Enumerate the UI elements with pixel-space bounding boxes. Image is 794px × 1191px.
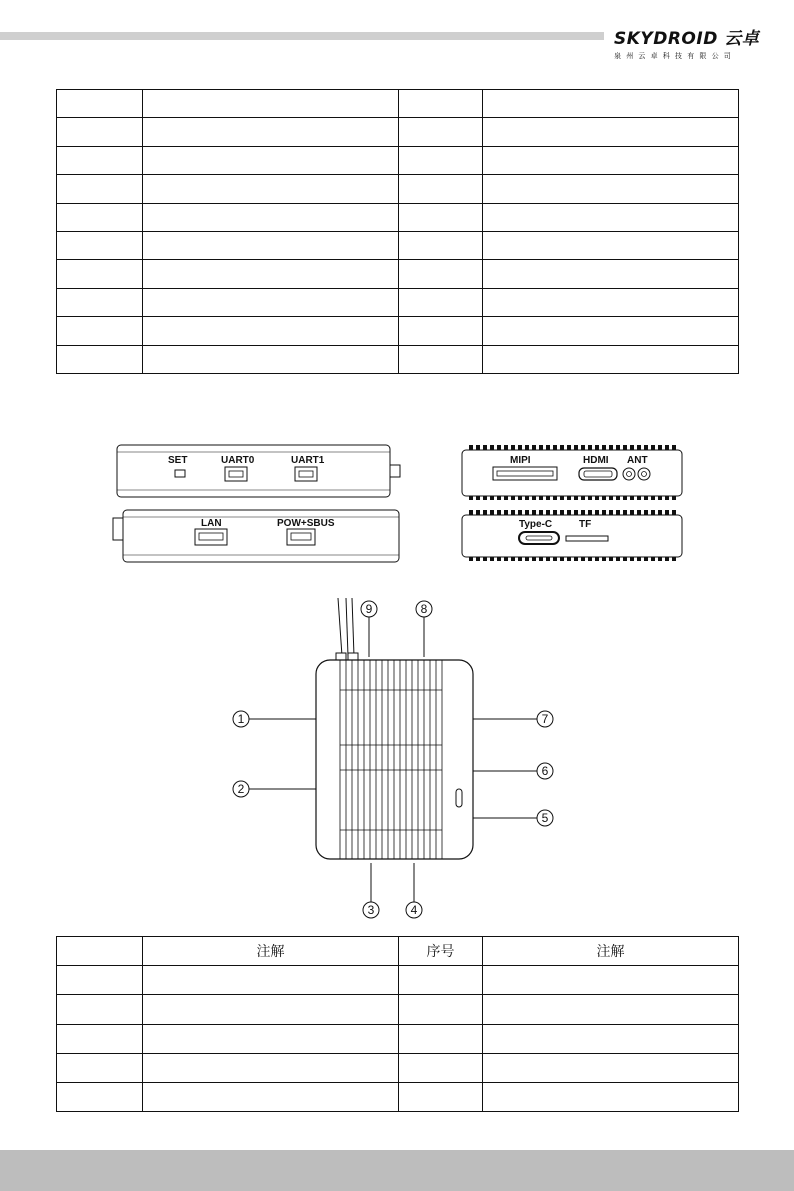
- device-side-view-lan: [113, 510, 399, 562]
- table-header-row: [57, 937, 739, 966]
- callout-number: 1: [237, 712, 245, 726]
- port-label-ant: ANT: [627, 455, 648, 466]
- device-top-view: [233, 598, 553, 918]
- uart0-connector-icon: [225, 467, 247, 481]
- port-label-lan: LAN: [201, 518, 222, 529]
- table-cell: [399, 1082, 483, 1111]
- port-label-tf: TF: [579, 519, 592, 530]
- lan-connector-icon: [195, 529, 227, 545]
- header-cell-annotation: 注解: [483, 937, 739, 966]
- table-cell: [57, 1082, 143, 1111]
- table-cell: [483, 1024, 739, 1053]
- port-label-uart0: UART0: [221, 455, 255, 466]
- callout-marker: [233, 781, 249, 797]
- callout-number: 8: [420, 602, 428, 616]
- tf-slot-icon: [566, 536, 608, 541]
- header-cell: [57, 937, 143, 966]
- callout-marker: [233, 711, 249, 727]
- port-label-typec: Type-C: [519, 519, 553, 530]
- device-side-view-mipi: [462, 445, 682, 500]
- callout-marker: [537, 763, 553, 779]
- table-row: [57, 1024, 739, 1053]
- callout-number: 3: [367, 903, 375, 917]
- callout-number: 2: [237, 782, 245, 796]
- table-row: [57, 995, 739, 1024]
- callout-marker: [361, 601, 377, 617]
- device-side-view-uart: [117, 445, 400, 497]
- port-label-uart1: UART1: [291, 455, 325, 466]
- table-cell: [57, 1024, 143, 1053]
- port-label-hdmi: HDMI: [583, 455, 609, 466]
- callout-marker: [537, 810, 553, 826]
- brand-company-name: 泉州云卓科技有限公司: [614, 52, 736, 60]
- callout-number: 4: [410, 903, 418, 917]
- table-row: [57, 1082, 739, 1111]
- table-cell: [143, 1082, 399, 1111]
- table-cell: [143, 995, 399, 1024]
- table-cell: [483, 995, 739, 1024]
- callout-number: 9: [365, 602, 373, 616]
- table-cell: [399, 995, 483, 1024]
- table-cell: [57, 1053, 143, 1082]
- typec-connector-icon: [519, 532, 559, 544]
- table-cell: [483, 1053, 739, 1082]
- table-cell: [483, 1082, 739, 1111]
- callout-marker: [363, 902, 379, 918]
- hdmi-connector-icon: [579, 468, 617, 480]
- table-cell: [57, 995, 143, 1024]
- table-row: [57, 1053, 739, 1082]
- table-row: [57, 966, 739, 995]
- callout-number: 5: [541, 811, 549, 825]
- set-button-icon: [175, 470, 185, 477]
- header-cell-annotation: 注解: [143, 937, 399, 966]
- table-cell: [399, 1024, 483, 1053]
- table-cell: [143, 1053, 399, 1082]
- table-cell: [57, 966, 143, 995]
- table-cell: [143, 1024, 399, 1053]
- header-cell-index: 序号: [399, 937, 483, 966]
- ant-connector-icon: [623, 468, 635, 480]
- table-cell: [483, 966, 739, 995]
- table-cell: [399, 1053, 483, 1082]
- table-cell: [399, 966, 483, 995]
- mipi-connector-icon: [493, 467, 557, 480]
- callout-marker: [406, 902, 422, 918]
- uart1-connector-icon: [295, 467, 317, 481]
- device-side-view-typec: [462, 510, 682, 561]
- callout-marker: [416, 601, 432, 617]
- footer-bar: [0, 1150, 794, 1191]
- table-cell: [143, 966, 399, 995]
- brand-name: SKYDROID 云卓: [614, 29, 760, 49]
- port-label-set: SET: [168, 455, 188, 466]
- annotation-table: [56, 936, 739, 1112]
- ant-connector-icon: [638, 468, 650, 480]
- port-label-pow-sbus: POW+SBUS: [277, 518, 335, 529]
- port-label-mipi: MIPI: [510, 455, 531, 466]
- callout-number: 6: [541, 764, 549, 778]
- callout-number: 7: [541, 712, 549, 726]
- callout-marker: [537, 711, 553, 727]
